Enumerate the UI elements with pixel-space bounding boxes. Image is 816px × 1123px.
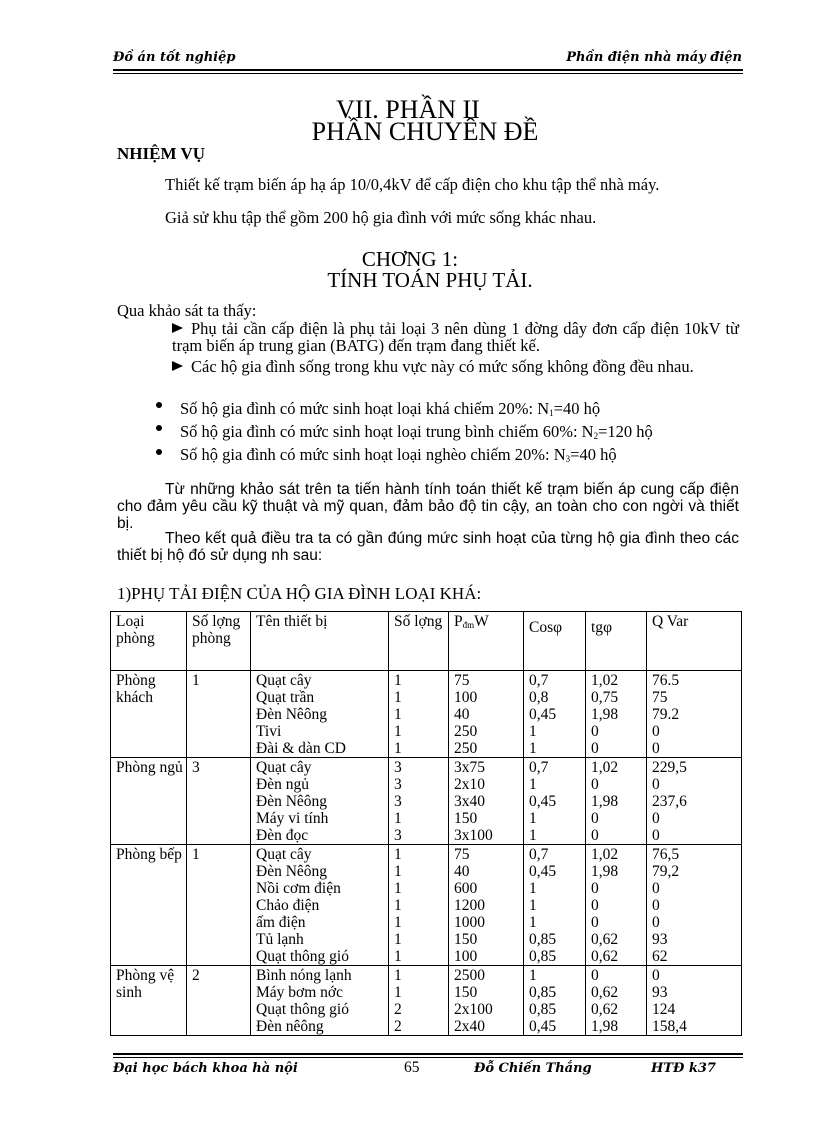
cell-device [251,966,389,1036]
cell-device-value: Nồi cơm điện [256,880,341,897]
cell-tg-value: 0 [591,810,599,827]
cell-device-value: Quạt cây [256,672,312,689]
header-right: Phần điện nhà máy điện [566,50,742,65]
arrow-item-text: Phụ tải cần cấp điện là phụ tải loại 3 nên dùng 1 đờng dây đơn cấp điện 10kV từ trạm biến áp trung gian (BATG) đến trạm đang thiết kế. [172,319,739,355]
cell-cos [524,966,586,1036]
cell-qty-value: 3 [394,776,402,793]
cell-cos-value: 0,85 [529,948,557,965]
arrow-item-1 [172,320,739,354]
cell-power [449,845,524,966]
cell-q-value: 237,6 [652,793,687,810]
phi-symbol: φ [603,619,613,636]
cell-q-value: 0 [652,740,660,757]
cell-cos-value: 0,7 [529,672,549,689]
cell-q-value: 0 [652,810,660,827]
bullet-sub: 1 [549,408,554,418]
cell-cos-value: 1 [529,776,537,793]
cell-qty-value: 1 [394,706,402,723]
cell-tg-value: 1,98 [591,706,619,723]
cell-qty-value: 1 [394,984,402,1001]
cell-cos-value: 1 [529,740,537,757]
cell-tg-value: 0 [591,776,599,793]
cell-tg-value: 0 [591,827,599,844]
intro-paragraph-1: Thiết kế trạm biến áp hạ áp 10/0,4kV để cấp điện cho khu tập thể nhà máy. [165,175,660,194]
cell-tg-value: 1,98 [591,1018,619,1035]
col-header-power [449,612,524,671]
power-symbol: P [454,613,463,630]
cell-device-value: Tivi [256,723,282,740]
cell-room-count: 1 [187,671,251,758]
cell-tg-value: 0,62 [591,1001,619,1018]
page-number: 65 [404,1059,420,1076]
bullet-icon [156,425,162,431]
part-subtitle: PHẦN CHUYÊN ĐỀ [311,117,539,146]
col-header-q: Q Var [647,612,742,671]
table-row [111,845,742,966]
cell-qty-value: 1 [394,914,402,931]
table-header-row [111,612,742,671]
footer-author: Đỗ Chiến Thắng [474,1061,592,1076]
cell-qty [389,671,449,758]
chapter-subtitle: TÍNH TOÁN PHỤ TẢI. [327,268,533,292]
cell-tg-value: 0 [591,740,599,757]
cell-room: Phòng vệ sinh [111,966,187,1036]
cell-tg-value: 1,02 [591,846,619,863]
cell-q-value: 124 [652,1001,676,1018]
cell-cos [524,845,586,966]
bullet-sub: 3 [565,454,571,464]
cell-q [647,671,742,758]
cell-tg-value: 0 [591,880,599,897]
bullet-item-2 [180,423,653,445]
cell-q-value: 76.5 [652,672,680,689]
cell-cos-value: 1 [529,723,537,740]
cell-power-value: 3x40 [454,793,485,810]
cell-q-value: 0 [652,880,660,897]
cell-device [251,671,389,758]
cell-qty-value: 1 [394,846,402,863]
cell-device-value: Quạt cây [256,846,312,863]
cell-cos-value: 0,8 [529,689,549,706]
cell-cos-value: 0,85 [529,931,557,948]
cell-cos-value: 0,7 [529,846,549,863]
cell-tg-value: 0 [591,897,599,914]
section-heading: NHIỆM VỤ [117,144,205,163]
table-caption: 1)PHỤ TẢI ĐIỆN CỦA HỘ GIA ĐÌNH LOẠI KHÁ: [117,584,482,603]
cell-cos-value: 1 [529,810,537,827]
cell-q-value: 79,2 [652,863,680,880]
cell-power-value: 2500 [454,967,485,984]
cell-device-value: Máy bơm nớc [256,984,343,1001]
cell-qty-value: 1 [394,967,402,984]
bullet-tail: =40 hộ [553,399,601,418]
cell-device-value: Quạt cây [256,759,312,776]
cell-tg-value: 0,62 [591,931,619,948]
cell-device-value: Chảo điện [256,897,320,914]
bullet-text: Số hộ gia đình có mức sinh hoạt loại nghèo chiếm 20%: N [180,445,566,464]
cell-power-value: 100 [454,948,478,965]
cell-cos-value: 0,85 [529,1001,557,1018]
cell-tg [586,671,647,758]
cell-cos-value: 0,85 [529,984,557,1001]
cell-tg-value: 0,75 [591,689,619,706]
cell-device [251,758,389,845]
cell-q-value: 93 [652,984,668,1001]
footer-university: Đại học bách khoa hà nội [113,1061,298,1076]
cell-cos-value: 0,7 [529,759,549,776]
bullet-tail: =120 hộ [598,422,653,441]
cell-device [251,845,389,966]
cell-q [647,845,742,966]
cell-cos-value: 0,45 [529,706,557,723]
cell-qty-value: 1 [394,672,402,689]
cell-cos [524,758,586,845]
cell-tg-value: 0 [591,723,599,740]
table-row [111,671,742,758]
cell-qty-value: 3 [394,827,402,844]
cell-power-value: 3x100 [454,827,493,844]
cell-q-value: 62 [652,948,668,965]
cos-label: Cos [529,619,554,636]
paragraph-3: Từ những khảo sát trên ta tiến hành tính toán thiết kế trạm biến áp cung cấp điện cho đảm yêu cầu kỹ thuật và mỹ quan, đảm bảo độ tin cậy, an toàn cho con ngời và thiết bị. [117,481,739,532]
cell-qty-value: 1 [394,931,402,948]
cell-q-value: 0 [652,723,660,740]
arrow-item-text: Các hộ gia đình sống trong khu vực này có mức sống không đồng đều nhau. [191,357,694,376]
cell-device-value: Bình nóng lạnh [256,967,352,984]
arrow-item-2 [172,358,739,375]
arrow-bullet-icon [172,323,183,333]
paragraph-4: Theo kết quả điều tra ta có gần đúng mức sinh hoạt của từng hộ gia đình theo các thiết bị hộ đó sử dụng nh sau: [117,530,739,564]
cell-device-value: Tủ lạnh [256,931,304,948]
cell-room: Phòng ngủ [111,758,187,845]
power-subscript: đm [462,620,475,630]
cell-room: Phòng khách [111,671,187,758]
cell-power-value: 75 [454,846,470,863]
cell-power-value: 3x75 [454,759,485,776]
cell-device-value: ấm điện [256,914,306,931]
cell-cos-value: 1 [529,914,537,931]
cell-device-value: Quạt thông gió [256,948,349,965]
cell-qty-value: 1 [394,948,402,965]
cell-room-count: 1 [187,845,251,966]
cell-device-value: Máy vi tính [256,810,329,827]
cell-power-value: 1000 [454,914,485,931]
cell-power [449,671,524,758]
cell-cos [524,671,586,758]
col-header-room-count: Số lợng phòng [187,612,251,671]
cell-q-value: 0 [652,967,660,984]
cell-qty-value: 1 [394,810,402,827]
cell-tg [586,845,647,966]
cell-device-value: Đèn Nêông [256,863,328,880]
cell-room-count: 2 [187,966,251,1036]
bullet-text: Số hộ gia đình có mức sinh hoạt loại trung bình chiếm 60%: N [180,422,594,441]
col-header-qty: Số lợng [389,612,449,671]
cell-power-value: 100 [454,689,478,706]
cell-q-value: 0 [652,914,660,931]
col-header-room: Loại phòng [111,612,187,671]
col-header-device: Tên thiết bị [251,612,389,671]
cell-qty-value: 3 [394,793,402,810]
cell-tg-value: 1,02 [591,672,619,689]
cell-q-value: 76,5 [652,846,680,863]
cell-q [647,758,742,845]
cell-device-value: Đèn Nêông [256,793,328,810]
cell-power-value: 1200 [454,897,485,914]
cell-qty-value: 1 [394,880,402,897]
cell-q-value: 229,5 [652,759,687,776]
survey-label: Qua khảo sát ta thấy: [117,301,257,320]
cell-qty [389,758,449,845]
cell-power-value: 2x10 [454,776,485,793]
phi-symbol: φ [553,619,563,636]
footer-class: HTĐ k37 [651,1061,716,1076]
cell-tg-value: 1,02 [591,759,619,776]
cell-qty-value: 1 [394,863,402,880]
cell-cos-value: 1 [529,967,537,984]
footer-rule [113,1053,743,1055]
header-rule-thin [113,73,743,74]
cell-power-value: 600 [454,880,478,897]
cell-q-value: 75 [652,689,668,706]
power-unit: W [474,613,489,630]
col-header-tg [586,612,647,671]
cell-device-value: Đèn đọc [256,827,309,844]
cell-power-value: 75 [454,672,470,689]
cell-qty-value: 1 [394,723,402,740]
cell-power-value: 150 [454,984,478,1001]
bullet-tail: =40 hộ [570,445,617,464]
cell-power [449,758,524,845]
table-row [111,966,742,1036]
cell-qty-value: 1 [394,689,402,706]
cell-room: Phòng bếp [111,845,187,966]
cell-q-value: 0 [652,776,660,793]
cell-device-value: Đài & dàn CD [256,740,346,757]
cell-q-value: 79.2 [652,706,680,723]
cell-power-value: 250 [454,723,478,740]
col-header-cos [524,612,586,671]
cell-q-value: 0 [652,897,660,914]
load-table [110,611,742,1036]
cell-cos-value: 1 [529,827,537,844]
table-row [111,758,742,845]
cell-q-value: 0 [652,827,660,844]
cell-qty [389,966,449,1036]
bullet-text: Số hộ gia đình có mức sinh hoạt loại khá chiếm 20%: N [180,399,550,418]
cell-tg-value: 1,98 [591,863,619,880]
cell-device-value: Đèn nêông [256,1018,324,1035]
header-left: Đồ án tốt nghiệp [113,50,236,65]
tg-label: tg [591,619,604,636]
cell-qty-value: 2 [394,1001,402,1018]
header-rule [113,69,743,71]
cell-power-value: 150 [454,931,478,948]
footer-rule-thin [113,1057,743,1058]
cell-power [449,966,524,1036]
cell-device-value: Quạt trần [256,689,315,706]
cell-qty [389,845,449,966]
part-title: VII. PHẦN II [336,95,480,124]
cell-q [647,966,742,1036]
cell-cos-value: 0,45 [529,1018,557,1035]
cell-cos-value: 1 [529,880,537,897]
cell-power-value: 40 [454,863,470,880]
cell-tg-value: 0,62 [591,948,619,965]
cell-device-value: Đèn Nêông [256,706,328,723]
cell-room-count: 3 [187,758,251,845]
bullet-item-1 [180,400,600,422]
chapter-title: CHƠNG 1: [361,247,459,271]
cell-cos-value: 0,45 [529,793,557,810]
cell-tg-value: 0 [591,967,599,984]
arrow-bullet-icon [172,361,183,371]
intro-paragraph-2: Giả sử khu tập thể gồm 200 hộ gia đình với mức sống khác nhau. [165,208,597,227]
cell-tg [586,966,647,1036]
cell-power-value: 250 [454,740,478,757]
cell-q-value: 93 [652,931,668,948]
cell-device-value: Đèn ngủ [256,776,309,793]
cell-device-value: Quạt thông gió [256,1001,349,1018]
cell-tg [586,758,647,845]
cell-qty-value: 2 [394,1018,402,1035]
cell-qty-value: 3 [394,759,402,776]
cell-tg-value: 0,62 [591,984,619,1001]
cell-power-value: 2x100 [454,1001,493,1018]
cell-qty-value: 1 [394,740,402,757]
cell-power-value: 2x40 [454,1018,485,1035]
cell-tg-value: 1,98 [591,793,619,810]
cell-q-value: 158,4 [652,1018,687,1035]
cell-power-value: 150 [454,810,478,827]
cell-qty-value: 1 [394,897,402,914]
cell-cos-value: 1 [529,897,537,914]
bullet-icon [156,402,162,408]
cell-tg-value: 0 [591,914,599,931]
bullet-sub: 2 [593,431,599,441]
bullet-icon [156,449,162,455]
bullet-item-3 [180,446,617,468]
cell-power-value: 40 [454,706,470,723]
cell-cos-value: 0,45 [529,863,557,880]
